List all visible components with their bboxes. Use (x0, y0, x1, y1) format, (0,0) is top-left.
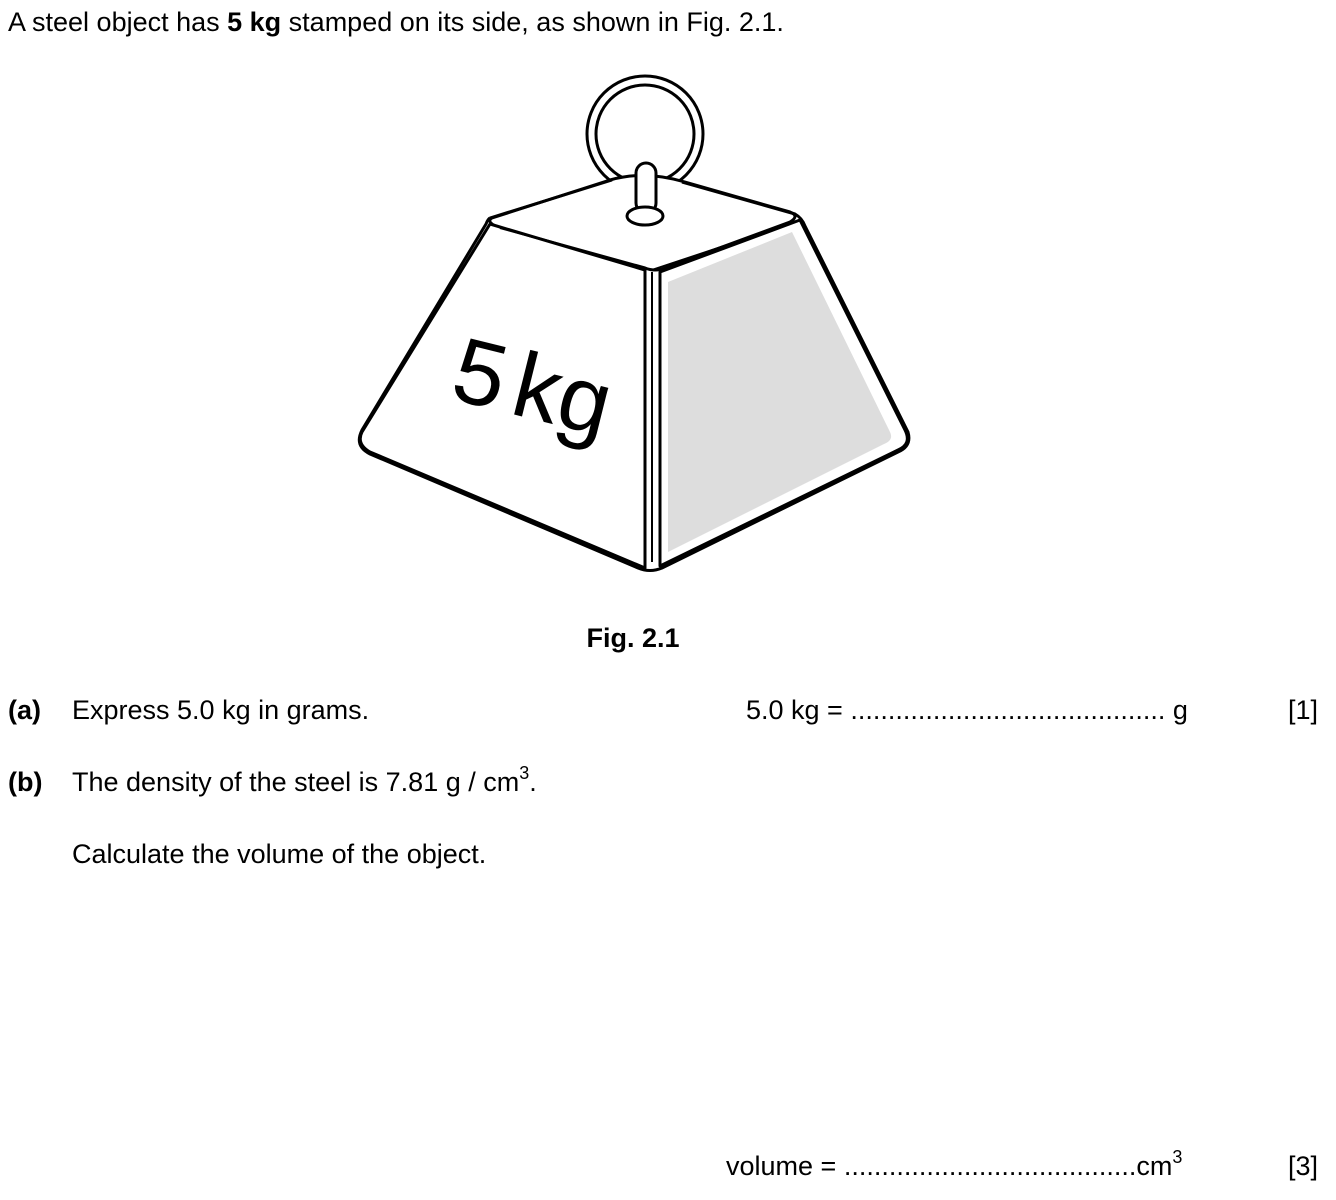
part-b-statement-suffix: . (529, 767, 537, 797)
weight-shackle-link (636, 163, 656, 213)
part-b-marks: [3] (1288, 1151, 1319, 1181)
weight-shackle-base (627, 207, 663, 225)
intro-prefix: A steel object has (8, 7, 228, 37)
part-b-label: (b) (8, 767, 43, 797)
weight-figure (340, 70, 930, 590)
intro-suffix: stamped on its side, as shown in Fig. 2.1. (281, 7, 784, 37)
part-b-answer-prefix: volume = (726, 1151, 837, 1181)
part-a-answer-unit: g (1172, 695, 1188, 725)
part-b-statement-text: The density of the steel is 7.81 g / cm (72, 767, 520, 797)
part-b-statement-sup: 3 (519, 763, 530, 783)
part-a-answer-prefix: 5.0 kg = (746, 695, 843, 725)
weight-stamp-number: 5 (443, 318, 518, 430)
part-a-marks: [1] (1288, 695, 1319, 725)
part-b-answer-unit: cm (1136, 1151, 1173, 1181)
part-a-answer-field[interactable]: .......................................... (850, 695, 1166, 725)
figure-caption: Fig. 2.1 (586, 623, 680, 653)
part-a-answer-line (746, 694, 1188, 726)
intro-text (8, 6, 784, 38)
part-a-question: Express 5.0 kg in grams. (72, 695, 370, 725)
intro-stamp: 5 kg (227, 7, 282, 37)
part-b-answer-line (726, 1147, 1183, 1182)
part-a-label: (a) (8, 695, 41, 725)
part-b-instruction: Calculate the volume of the object. (72, 839, 487, 869)
part-b-statement (72, 763, 537, 798)
weight-illustration (340, 70, 930, 590)
part-b-answer-unit-sup: 3 (1172, 1147, 1183, 1167)
weight-stamp-unit: kg (503, 333, 623, 456)
part-b-answer-field[interactable]: ....................................... (843, 1151, 1137, 1181)
